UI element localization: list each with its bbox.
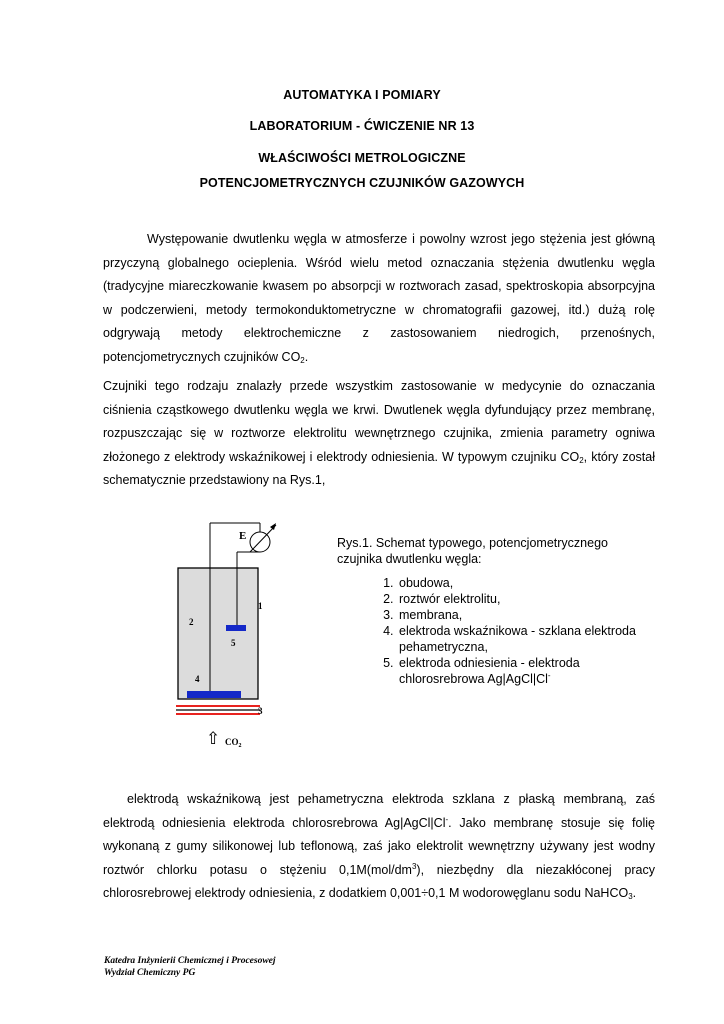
lab-title: LABORATORIUM - ĆWICZENIE NR 13 bbox=[249, 119, 475, 133]
sensor-schematic bbox=[170, 515, 290, 755]
sensor-housing bbox=[178, 568, 258, 699]
caption-item-2: 2. roztwór elektrolitu, bbox=[397, 591, 667, 607]
footer-faculty: Wydział Chemiczny PG bbox=[104, 968, 196, 978]
label-co2: $CO_2$ bbox=[225, 737, 242, 749]
label-4: 4 bbox=[195, 674, 200, 684]
label-E: E bbox=[239, 530, 247, 542]
label-3: 3 bbox=[258, 706, 263, 716]
footer bbox=[104, 955, 276, 979]
gas-arrow-icon: ⇧ bbox=[206, 729, 221, 749]
caption-item-4: 4. elektroda wskaźnikowa - szklana elektroda pehametryczna, bbox=[397, 623, 667, 655]
paragraph-sensors: Czujniki tego rodzaju znalazły przede wszystkim zastosowanie w medycynie do oznaczania ciśnienia cząstkowego dwutlenku węgla we krwi. Dwutlenek węgla dyfundujący przez membranę, rozpuszczając się w roztworze elektrolitu wewnętrznego czujnika, zmienia parametry ogniwa złożonego z elektrody wskaźnikowej i elektrody odniesienia. W typowym czujniku $CO_2$, który został schematycznie przedstawiony na Rys.1, bbox=[103, 379, 655, 488]
caption-line1: Rys.1. Schemat typowego, potencjometrycznego bbox=[337, 536, 608, 550]
figure-caption bbox=[337, 535, 667, 687]
indicator-electrode bbox=[187, 691, 241, 698]
caption-item-1: 1. obudowa, bbox=[397, 575, 667, 591]
caption-item-5: 5. elektroda odniesienia - elektroda chlorosrebrowa Ag|AgCl|Cl- bbox=[397, 655, 667, 687]
label-5: 5 bbox=[231, 638, 236, 648]
course-title: AUTOMATYKA I POMIARY bbox=[283, 88, 441, 102]
paragraph-intro: Występowanie dwutlenku węgla w atmosferze i powolny wzrost jego stężenia jest główną przyczyną globalnego ocieplenia. Wśród wielu metod oznaczania stężenia dwutlenku węgla (tradycyjne miareczkowanie kwasem po absorpcji w roztworach zasad, spektroskopia absorpcyjna w podczerwieni, metody termokonduktometryczne w chromatografii gazowej, itd.) dużą rolę odgrywają metody elektrochemiczne z zastosowaniem niedrogich, przenośnych, potencjometrycznych czujników $CO_2$. bbox=[103, 232, 655, 365]
label-1: 1 bbox=[258, 601, 263, 611]
caption-item-3: 3. membrana, bbox=[397, 607, 667, 623]
topic-title-line1: WŁAŚCIWOŚCI METROLOGICZNE bbox=[258, 151, 466, 165]
paragraph-electrodes: elektrodą wskaźnikową jest pehametryczna elektroda szklana z płaską membraną, zaś elektrodą odniesienia elektroda chlorosrebrowa Ag|AgCl|Cl-. Jako membranę stosuje się folię wykonaną z gumy silikonowej lub teflonową, zaś jako elektrolit wewnętrzny używany jest wodny roztwór chlorku potasu o stężeniu $0,1M(mol/dm^3)$, niezbędny dla niezakłóconej pracy chlorosrebrowej elektrody odniesienia, z dodatkiem 0,001÷0,1 M wodorowęglanu sodu NaHCO$_3$. bbox=[103, 792, 655, 902]
reference-electrode bbox=[226, 625, 246, 631]
footer-department: Katedra Inżynierii Chemicznej i Procesowej bbox=[104, 956, 276, 966]
caption-line2: czujnika dwutlenku węgla: bbox=[337, 552, 482, 566]
caption-list bbox=[337, 575, 667, 687]
meter-needle bbox=[250, 525, 276, 552]
label-2: 2 bbox=[189, 617, 194, 627]
topic-title-line2: POTENCJOMETRYCZNYCH CZUJNIKÓW GAZOWYCH bbox=[199, 176, 525, 190]
